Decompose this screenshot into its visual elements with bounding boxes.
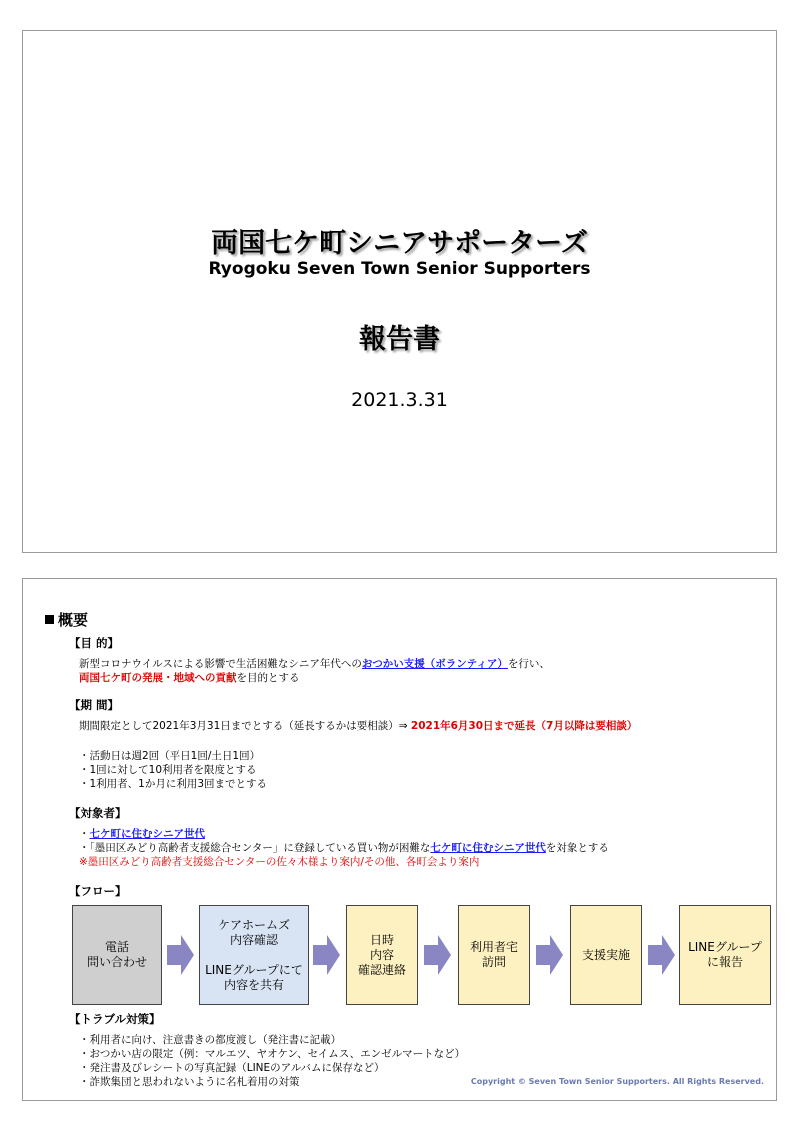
cover-report-title: 報告書 xyxy=(359,324,440,355)
trouble-label: 【トラブル対策】 xyxy=(69,1012,161,1026)
purpose-line-2: 両国七ケ町の発展・地域への貢献を目的とする xyxy=(79,672,300,684)
purpose-line-1: 新型コロナウイルスによる影響で生活困難なシニア年代へのおつかい支援（ボランティア）を行い、 xyxy=(79,658,550,670)
flow-arrow-icon xyxy=(424,935,451,975)
flow-arrow-icon xyxy=(648,935,675,975)
trouble-bullet: ・発注書及びレシートの写真記録（LINEのアルバムに保存など） xyxy=(79,1062,385,1074)
flow-step-schedule-contact: 日時 内容 確認連絡 xyxy=(346,905,418,1005)
trouble-bullet: ・詐欺集団と思われないように名札着用の対策 xyxy=(79,1076,300,1088)
overview-slide xyxy=(22,578,777,1101)
flow-label: 【フロー】 xyxy=(69,884,127,898)
cover-title-en: Ryogoku Seven Town Senior Supporters xyxy=(208,259,591,279)
copyright-notice: Copyright © Seven Town Senior Supporters. All Rights Reserved. xyxy=(470,1077,764,1086)
square-bullet-icon xyxy=(45,615,54,624)
period-bullet: ・1利用者、1か月に利用3回までとする xyxy=(79,778,268,790)
flow-arrow-icon xyxy=(167,935,194,975)
cover-slide xyxy=(22,30,777,553)
period-line-1: 期間限定として2021年3月31日までとする（延長するかは要相談）⇒ 2021年6月30日まで延長（7月以降は要相談） xyxy=(79,720,638,732)
period-bullet: ・1回に対して10利用者を限度とする xyxy=(79,764,257,776)
target-line-2: ・「墨田区みどり高齢者支援総合センター」に登録している買い物が困難な七ケ町に住むシニア世代を対象とする xyxy=(79,842,609,854)
target-note: ※墨田区みどり高齢者支援総合センターの佐々木様より案内/その他、各町会より案内 xyxy=(79,856,480,868)
trouble-bullet: ・おつかい店の限定（例：マルエツ、ヤオケン、セイムス、エンゼルマートなど） xyxy=(79,1048,466,1060)
flow-step-phone-inquiry: 電話 問い合わせ xyxy=(72,905,162,1005)
flow-arrow-icon xyxy=(536,935,563,975)
flow-step-support: 支援実施 xyxy=(570,905,642,1005)
target-residents-link-2[interactable]: 七ケ町に住むシニア世代 xyxy=(430,842,546,854)
cover-title-jp: 両国七ケ町シニアサポーターズ xyxy=(211,228,588,259)
flow-arrow-icon xyxy=(313,935,340,975)
target-residents-link[interactable]: 七ケ町に住むシニア世代 xyxy=(89,828,205,840)
flow-step-home-visit: 利用者宅 訪問 xyxy=(458,905,530,1005)
cover-date: 2021.3.31 xyxy=(351,389,448,411)
flow-step-line-report: LINEグループ に報告 xyxy=(679,905,771,1005)
flow-step-carehomes-confirm: ケアホームズ 内容確認 LINEグループにて 内容を共有 xyxy=(199,905,309,1005)
period-bullet: ・活動日は週2回（平日1回/土日1回） xyxy=(79,750,261,762)
target-line-1: ・七ケ町に住むシニア世代 xyxy=(79,828,205,840)
trouble-bullet: ・利用者に向け、注意書きの都度渡し（発注書に記載） xyxy=(79,1034,342,1046)
period-label: 【期 間】 xyxy=(69,698,120,712)
target-label: 【対象者】 xyxy=(69,806,127,820)
overview-heading: 概要 xyxy=(45,609,88,630)
purpose-label: 【目 的】 xyxy=(69,636,120,650)
errand-support-link[interactable]: おつかい支援（ボランティア） xyxy=(361,658,508,670)
